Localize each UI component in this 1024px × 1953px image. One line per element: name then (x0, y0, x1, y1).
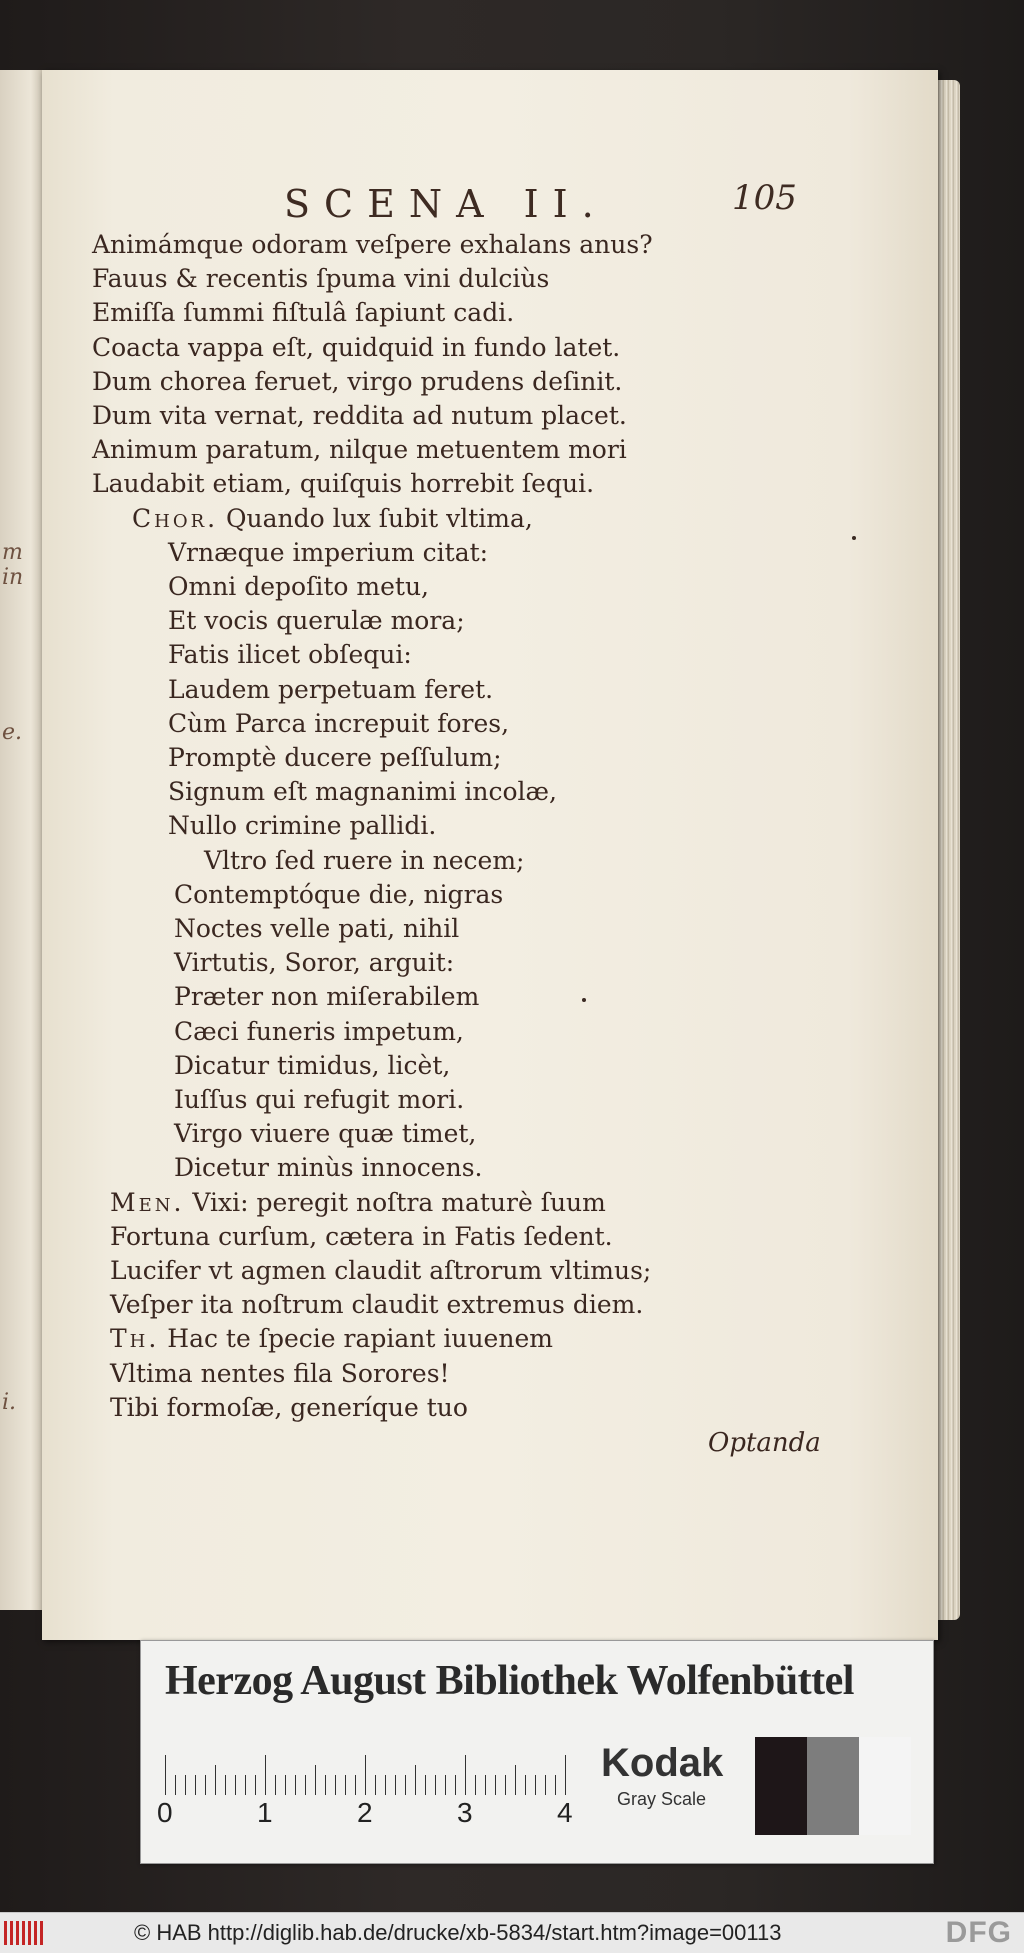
ruler-tick (255, 1775, 256, 1795)
verse-line (110, 1188, 606, 1217)
ruler-tick (345, 1775, 346, 1795)
ruler-number: 0 (157, 1797, 173, 1828)
verse-text: Promptè ducere peſſulum; (168, 743, 502, 772)
color-target-card (140, 1640, 934, 1864)
ruler-tick (395, 1775, 396, 1795)
verse-line (110, 1324, 553, 1353)
ruler-tick (515, 1765, 516, 1795)
prev-page-fragment: m in (2, 540, 24, 590)
viewer-footer (0, 1912, 1024, 1953)
verse-line (168, 606, 465, 635)
page-number: 105 (732, 178, 797, 218)
verse-line (168, 640, 412, 669)
ruler-tick (545, 1775, 546, 1795)
verse-text: Laudabit etiam, quiſquis horrebit ſequi. (92, 469, 595, 499)
ruler-tick (415, 1765, 416, 1795)
dfg-logo: DFG (945, 1916, 1012, 1949)
verse-line (110, 1359, 450, 1388)
verse-text: Præter non miſerabilem (174, 982, 480, 1012)
ruler-tick (535, 1775, 536, 1795)
ruler-tick (315, 1765, 316, 1795)
verse-text: Veſper ita noſtrum claudit extremus diem. (110, 1290, 644, 1320)
verse-line (110, 1290, 643, 1319)
ruler-tick (555, 1775, 556, 1795)
ruler-tick (235, 1775, 236, 1795)
verse-text: Et vocis querulæ mora; (168, 606, 465, 636)
verse-line (174, 1085, 464, 1114)
catchword: Optanda (708, 1428, 821, 1458)
verse-text: Fauus & recentis ſpuma vini dulciùs (92, 264, 550, 294)
verse-text: Animámque odoram veſpere exhalans anus? (92, 230, 653, 259)
ruler-tick (175, 1775, 176, 1795)
copyright-url[interactable]: © HAB http://diglib.hab.de/drucke/xb-5834/start.htm?image=00113 (134, 1920, 782, 1945)
verse-line (174, 1051, 450, 1080)
verse-line (174, 1017, 464, 1046)
ruler-tick (425, 1775, 426, 1795)
verse-line (132, 504, 533, 533)
scene-title: SCENA II. (284, 182, 608, 226)
prev-page-fragment: i. (2, 1390, 17, 1415)
ruler-tick (475, 1775, 476, 1795)
ink-speck (582, 998, 586, 1002)
previous-page-edge (0, 70, 45, 1610)
verse-text: Lucifer vt agmen claudit aſtrorum vltimus; (110, 1256, 652, 1285)
verse-text: Omni depoſito metu, (168, 572, 429, 601)
verse-text: Vltima nentes fila Sorores! (110, 1358, 450, 1388)
gray-swatch-light (859, 1737, 911, 1835)
ruler-tick (185, 1775, 186, 1795)
verse-text: Virtutis, Soror, arguit: (174, 948, 455, 978)
gray-scale-label: Gray Scale (617, 1789, 707, 1809)
verse-line (92, 230, 653, 259)
verse-text: Noctes velle pati, nihil (174, 914, 460, 943)
verse-text: Quando lux ſubit vltima, (218, 503, 533, 533)
verse-line (174, 982, 479, 1011)
ruler-tick (205, 1775, 206, 1795)
prev-page-fragment: e. (2, 720, 23, 745)
verse-line (92, 264, 549, 293)
ruler-number: 3 (457, 1797, 473, 1828)
ruler-tick (355, 1775, 356, 1795)
verse-text: Hac te ſpecie rapiant iuuenem (159, 1324, 553, 1354)
verse-line (174, 1153, 482, 1182)
ruler-tick (195, 1775, 196, 1795)
verse-line (110, 1256, 651, 1285)
ruler-tick (495, 1775, 496, 1795)
verse-text: Dicetur minùs innocens. (174, 1153, 483, 1183)
verse-text: Signum eſt magnanimi incolæ, (168, 777, 557, 807)
ruler-tick (565, 1755, 566, 1795)
verse-text: Fortuna curſum, cætera in Fatis ſedent. (110, 1221, 613, 1251)
ruler-tick (305, 1775, 306, 1795)
verse-line (92, 367, 622, 396)
ruler-number: 4 (557, 1797, 573, 1828)
verse-line (92, 435, 627, 464)
verse-line (168, 811, 436, 840)
ruler-tick (385, 1775, 386, 1795)
verse-text: Cùm Parca increpuit fores, (168, 708, 510, 738)
verse-line (92, 333, 620, 362)
ruler-tick (375, 1775, 376, 1795)
verse-line (174, 1119, 476, 1148)
ruler-tick (295, 1775, 296, 1795)
ruler-tick (225, 1775, 226, 1795)
verse-line (168, 777, 557, 806)
verse-line (110, 1222, 613, 1251)
speaker-label: Men. (110, 1187, 185, 1217)
verse-text: Animum paratum, nilque metuentem mori (92, 435, 627, 465)
ruler-tick (525, 1775, 526, 1795)
verse-text: Nullo crimine pallidi. (168, 811, 437, 841)
verse-text: Iuſſus qui refugit mori. (174, 1085, 465, 1114)
ruler-tick (165, 1755, 166, 1795)
ruler-tick (245, 1775, 246, 1795)
verse-text: Emiſſa ſummi fiſtulâ ſapiunt cadi. (92, 298, 515, 328)
verse-text: Fatis ilicet obſequi: (168, 640, 412, 670)
ruler-tick (265, 1755, 266, 1795)
speaker-label: Chor. (132, 503, 219, 533)
ruler-tick (455, 1775, 456, 1795)
verse-line (168, 743, 502, 772)
speaker-label: Th. (110, 1324, 160, 1354)
verse-text: Laudem perpetuam feret. (168, 674, 494, 704)
verse-text: Vixi: peregit noſtra maturè ſuum (184, 1187, 606, 1217)
verse-line (168, 675, 493, 704)
verse-text: Dum chorea feruet, virgo prudens deſinit. (92, 366, 623, 396)
ruler-tick (285, 1775, 286, 1795)
ruler-tick (505, 1775, 506, 1795)
verse-text: Dum vita vernat, reddita ad nutum placet. (92, 401, 627, 430)
verse-line (92, 298, 514, 327)
ink-speck (852, 536, 856, 540)
gray-swatch-dark (755, 1737, 807, 1835)
verse-text: Virgo viuere quæ timet, (174, 1119, 477, 1149)
verse-line (174, 948, 454, 977)
ruler-number: 1 (257, 1797, 273, 1828)
verse-text: Vltro ſed ruere in necem; (204, 845, 525, 875)
ruler-number: 2 (357, 1797, 373, 1828)
verse-line (204, 846, 524, 875)
verse-line (174, 880, 503, 909)
kodak-logo: Kodak (601, 1741, 724, 1785)
verse-line (92, 401, 627, 430)
gray-swatch-mid (807, 1737, 859, 1835)
ruler-tick (215, 1765, 216, 1795)
verse-line (168, 572, 429, 601)
verse-line (168, 538, 488, 567)
verse-line (168, 709, 509, 738)
verse-text: Tibi formoſæ, generíque tuo (110, 1392, 468, 1422)
verse-text: Contemptóque die, nigras (174, 879, 504, 909)
ruler-tick (485, 1775, 486, 1795)
running-header (42, 170, 938, 226)
ruler-tick (435, 1775, 436, 1795)
verse-text: Cæci funeris impetum, (174, 1016, 464, 1046)
ruler-tick (335, 1775, 336, 1795)
ruler-tick (445, 1775, 446, 1795)
ruler-tick (365, 1755, 366, 1795)
book-page (42, 70, 938, 1640)
ruler-tick (465, 1755, 466, 1795)
verse-line (92, 469, 594, 498)
verse-line (174, 914, 459, 943)
verse-line (110, 1393, 468, 1422)
verse-text: Coacta vappa eſt, quidquid in fundo latet. (92, 332, 621, 362)
verse-text: Dicatur timidus, licèt, (174, 1050, 451, 1080)
hab-logo-icon (4, 1921, 44, 1945)
ruler-tick (405, 1775, 406, 1795)
verse-text: Vrnæque imperium citat: (168, 537, 489, 567)
library-name: Herzog August Bibliothek Wolfenbüttel (165, 1658, 854, 1704)
ruler-tick (325, 1775, 326, 1795)
ruler-tick (275, 1775, 276, 1795)
